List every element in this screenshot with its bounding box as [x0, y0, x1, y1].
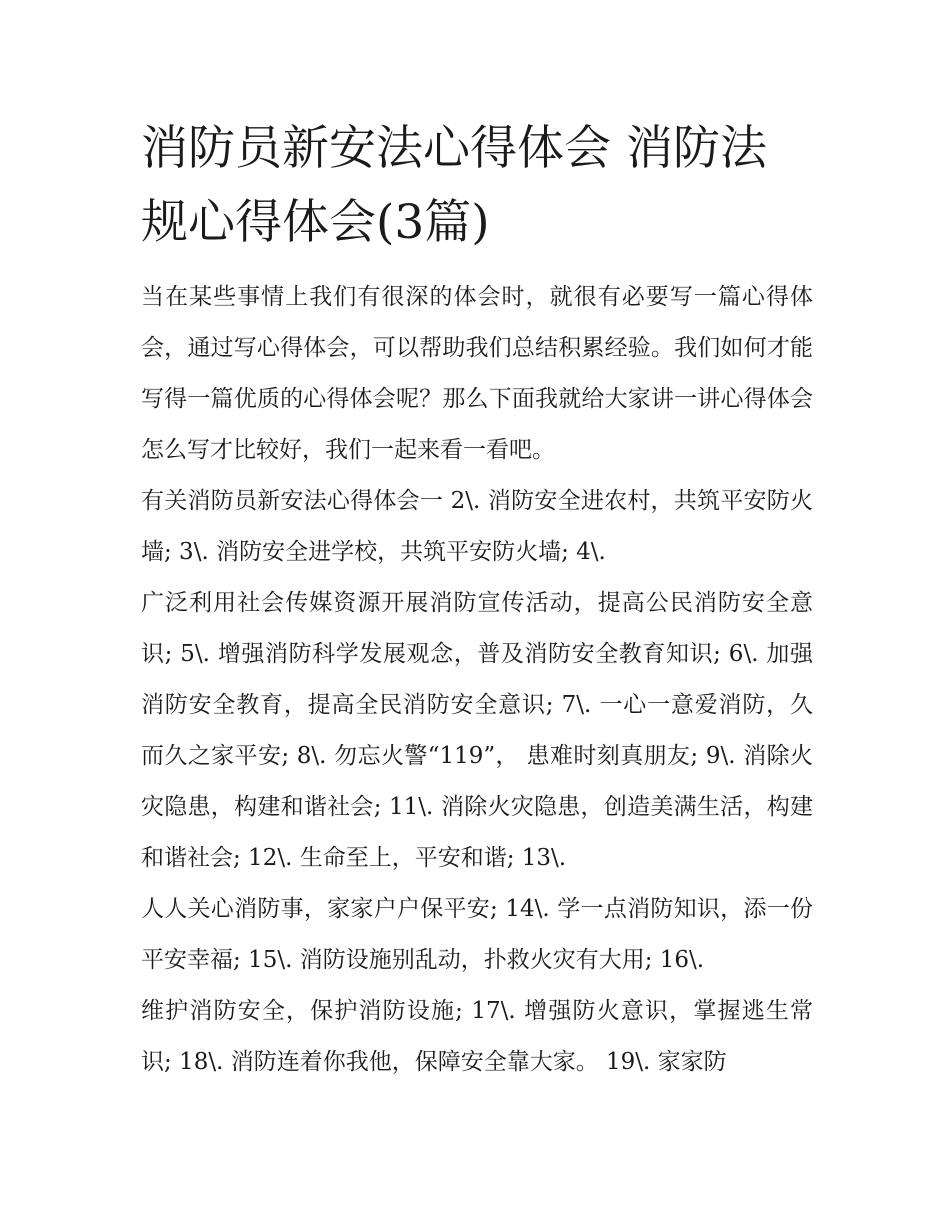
paragraph-intro: 当在某些事情上我们有很深的体会时，就很有必要写一篇心得体会，通过写心得体会，可以帮助我们总结积累经验。我们如何才能写得一篇优质的心得体会呢？那么下面我就给大家讲一讲心得体会怎么写才比较好，我们一起来看一看吧。 — [141, 284, 813, 463]
document-body — [141, 272, 813, 1088]
paragraph-3: 人人关心消防事，家家户户保平安; 14\. 学一点消防知识，添一份平安幸福; 15\. 消防设施别乱动，扑救火灾有大用; 16\. — [141, 896, 813, 973]
paragraph-1: 有关消防员新安法心得体会一 2\. 消防安全进农村，共筑平安防火墙; 3\. 消防安全进学校，共筑平安防火墙; 4\. — [141, 488, 813, 565]
paragraph-4: 维护消防安全，保护消防设施; 17\. 增强防火意识，掌握逃生常识; 18\. 消防连着你我他，保障安全靠大家。 19\. 家家防 — [141, 998, 813, 1075]
document-page — [141, 112, 813, 1088]
paragraph-2: 广泛利用社会传媒资源开展消防宣传活动，提高公民消防安全意识; 5\. 增强消防科学发展观念，普及消防安全教育知识; 6\. 加强消防安全教育，提高全民消防安全意识; 7\. 一心一意爱消防，久而久之家平安; 8\. 勿忘火警“119”， 患难时刻真朋友; 9\. 消除火灾隐患，构建和谐社会; 11\. 消除火灾隐患，创造美满生活，构建和谐社会; 12\. 生命至上，平安和谐; 13\. — [141, 590, 813, 871]
document-title: 消防员新安法心得体会 消防法规心得体会(3篇) — [141, 121, 767, 250]
